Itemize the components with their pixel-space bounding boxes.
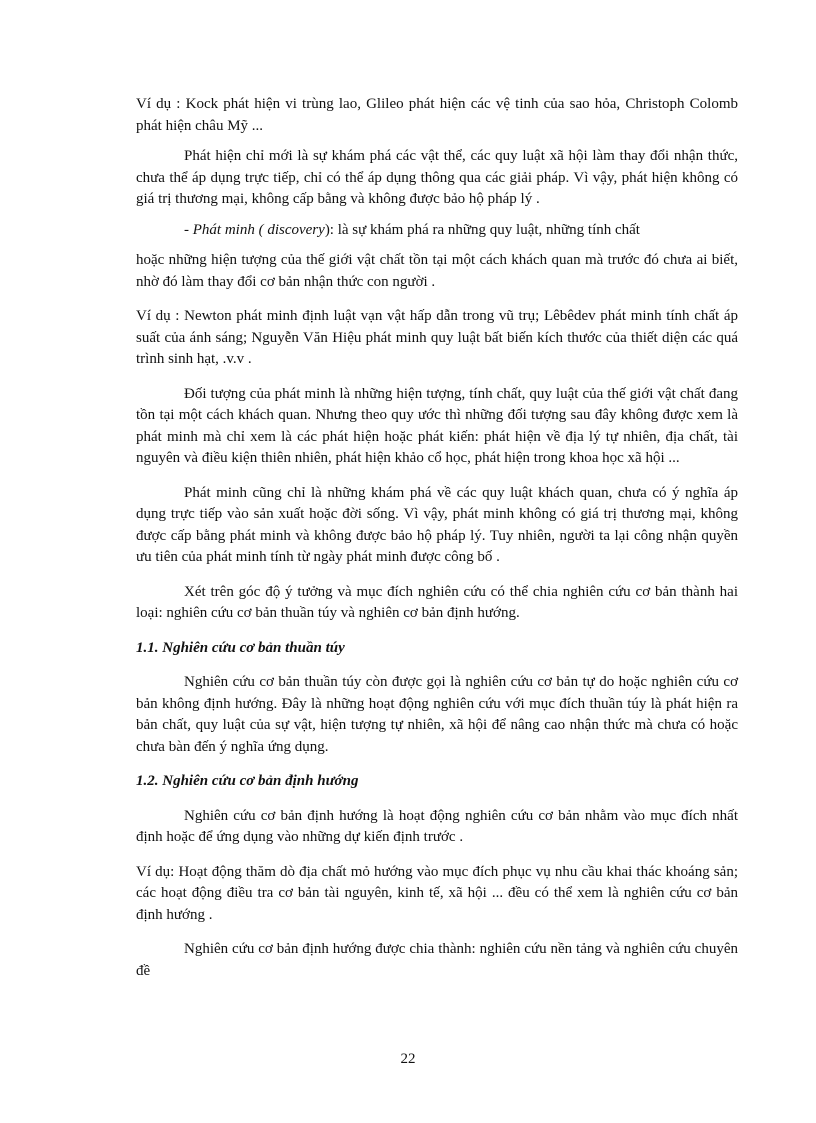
heading-oriented-research: 1.2. Nghiên cứu cơ bản định hướng [136,773,359,789]
paragraph-research-classification: Xét trên góc độ ý tưởng và mục đích nghiên cứu có thể chia nghiên cứu cơ bản thành hai loại: nghiên cứu cơ bản thuần túy và nghiên cơ bản định hướng. [136,583,738,621]
paragraph-discovery-definition: Phát hiện chỉ mới là sự khám phá các vật thể, các quy luật xã hội làm thay đổi nhận thức, chưa thể áp dụng trực tiếp, chỉ có thể áp dụng thông qua các giải pháp. Vì vậy, phát hiện không có giá trị thương mại, không cấp bằng và không được bảo hộ pháp lý . [136,148,738,207]
paragraph-invention-term [136,220,738,242]
page-number: 22 [400,1051,416,1067]
paragraph-invention-value: Phát minh cũng chỉ là những khám phá về các quy luật khách quan, chưa có ý nghĩa áp dụng trực tiếp vào sản xuất hoặc đời sống. Vì vậy, phát minh không có giá trị thương mại, không được cấp bằng phát minh và không được bảo hộ pháp lý. Tuy nhiên, người ta lại công nhận quyền ưu tiên của phát minh tính từ ngày phát minh được công bố . [136,484,738,565]
paragraph-oriented-types: Nghiên cứu cơ bản định hướng được chia thành: nghiên cứu nền tảng và nghiên cứu chuyên đề [136,941,738,979]
invention-term-rest: ): là sự khám phá ra những quy luật, những tính chất [324,221,640,238]
page-body [136,94,738,982]
invention-term: Phát minh ( discovery [192,221,325,238]
dash: - [184,221,193,238]
paragraph-invention-definition: hoặc những hiện tượng của thế giới vật chất tồn tại một cách khách quan mà trước đó chưa ai biết, nhờ đó làm thay đổi cơ bản nhận thức con người . [136,252,738,290]
paragraph-oriented-research: Nghiên cứu cơ bản định hướng là hoạt động nghiên cứu cơ bản nhằm vào mục đích nhất định hoặc để ứng dụng vào những dự kiến định trước . [136,807,738,845]
paragraph-invention-objects: Đối tượng của phát minh là những hiện tượng, tính chất, quy luật của thế giới vật chất đang tồn tại một cách khách quan. Nhưng theo quy ước thì những đối tượng sau đây không được xem là phát minh mà chỉ xem là các phát hiện hoặc phát kiến: phát hiện về địa lý tự nhiên, địa chất, tài nguyên và điều kiện thiên nhiên, phát hiện khảo cổ học, phát hiện trong khoa học xã hội ... [136,385,738,466]
paragraph-example-oriented: Ví dụ: Hoạt động thăm dò địa chất mỏ hướng vào mục đích phục vụ nhu cầu khai thác khoáng sản; các hoạt động điều tra cơ bản tài nguyên, kinh tế, xã hội ... đều có thể xem là nghiên cứu cơ bản định hướng . [136,863,738,923]
heading-pure-research: 1.1. Nghiên cứu cơ bản thuần túy [136,639,345,656]
paragraph-example-discoveries: Ví dụ : Kock phát hiện vi trùng lao, Glileo phát hiện các vệ tinh của sao hỏa, Christoph Colomb phát hiện châu Mỹ ... [136,96,738,134]
paragraph-example-inventions: Ví dụ : Newton phát minh định luật vạn vật hấp dẫn trong vũ trụ; Lêbêdev phát minh tính chất áp suất của ánh sáng; Nguyễn Văn Hiệu phát minh quy luật bất biến kích thước của thiết diện các quá trình sinh hạt, .v.v . [136,308,738,367]
paragraph-pure-research: Nghiên cứu cơ bản thuần túy còn được gọi là nghiên cứu cơ bản tự do hoặc nghiên cứu cơ bản không định hướng. Đây là những hoạt động nghiên cứu với mục đích thuần túy là phát hiện ra bản chất, quy luật của sự vật, hiện tượng tự nhiên, xã hội để nâng cao nhận thức mà chưa có hoặc chưa bàn đến ý nghĩa ứng dụng. [136,674,738,755]
